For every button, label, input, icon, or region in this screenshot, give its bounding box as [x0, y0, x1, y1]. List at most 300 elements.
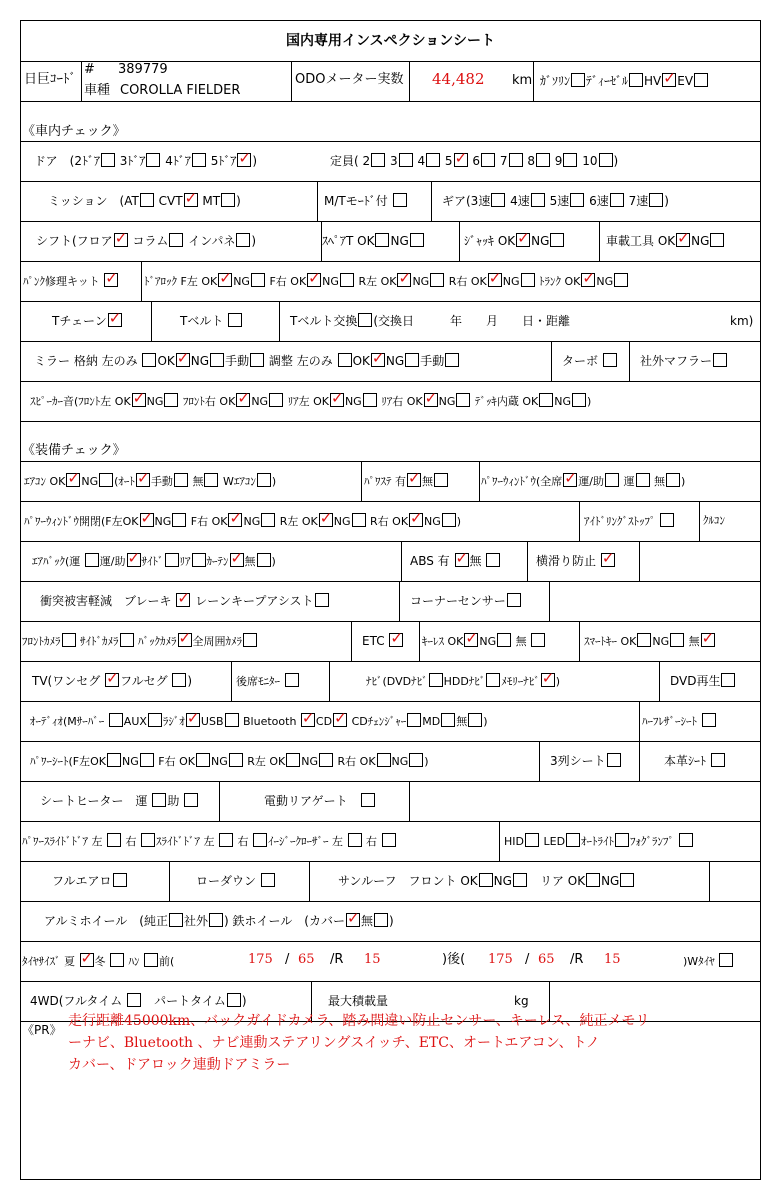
capacity-5-checkbox[interactable] — [454, 153, 468, 167]
powerseat-rl-ng[interactable] — [319, 753, 333, 767]
pw-fl-ok[interactable] — [140, 513, 154, 527]
w-tire-label: Wﾀｲﾔ — [687, 955, 715, 968]
smartkey-ng[interactable] — [670, 633, 684, 647]
powerwindow-driver-label: 運 — [623, 475, 635, 488]
third-row-label: 3列シート — [550, 754, 606, 768]
doorlock-trunk-ok[interactable] — [581, 273, 595, 287]
ng-label: NG — [391, 755, 409, 768]
abs-label: ABS 有 — [410, 554, 450, 568]
mirror-adjust-ng[interactable] — [405, 353, 419, 367]
camera-front[interactable] — [62, 633, 76, 647]
slide-left[interactable] — [219, 833, 233, 847]
idling-row — [584, 513, 675, 530]
fuel-diesel-label: ﾃﾞｨｰｾﾞﾙ — [586, 74, 629, 88]
idling-checkbox[interactable] — [660, 513, 674, 527]
rear-gate-checkbox[interactable] — [361, 793, 375, 807]
ng-label: NG — [301, 755, 319, 768]
powerseat-fr-ng[interactable] — [229, 753, 243, 767]
halfleather-row — [642, 713, 717, 730]
powerseat-fl-ng[interactable] — [140, 753, 154, 767]
rear-monitor-row — [236, 673, 300, 690]
audio-mserver-label: ｵｰﾃﾞｨｵ(Mｻｰﾊﾞｰ — [30, 715, 105, 728]
powerseat-fl-ok[interactable] — [107, 753, 121, 767]
speaker-deck-label: ﾃﾞｯｷ内蔵 OK — [474, 395, 539, 408]
aircon-manual-label: 手動 — [150, 475, 173, 488]
fullaero-row — [52, 873, 128, 889]
speaker-deck-ng[interactable] — [572, 393, 586, 407]
powerwindow-none[interactable] — [666, 473, 680, 487]
skid-checkbox[interactable] — [601, 553, 615, 567]
stock-number: 389779 — [118, 62, 168, 77]
tire-row — [22, 953, 174, 970]
audio-mserver[interactable] — [109, 713, 123, 727]
mt-mode-row — [324, 193, 408, 209]
doors-row — [34, 153, 257, 169]
ng-label: NG — [322, 275, 339, 288]
spare-ng-checkbox[interactable] — [410, 233, 424, 247]
etc-checkbox[interactable] — [389, 633, 403, 647]
audio-row — [30, 713, 488, 730]
capacity-2-checkbox[interactable] — [371, 153, 385, 167]
airbag-driver[interactable] — [85, 553, 99, 567]
mirror-adjust-manual[interactable] — [445, 353, 459, 367]
capacity-6: 6 — [472, 154, 481, 168]
audio-aux-label: AUX — [123, 715, 147, 728]
keyless-label: ｷｰﾚｽ OK — [422, 635, 464, 648]
smartkey-label: ｽﾏｰﾄｷｰ OK — [584, 635, 637, 648]
audio-bt-label: Bluetooth — [243, 715, 297, 728]
tchain-checkbox[interactable] — [108, 313, 122, 327]
speaker-fl-ng[interactable] — [164, 393, 178, 407]
speaker-rr-ng[interactable] — [456, 393, 470, 407]
mirror-fold-ng[interactable] — [210, 353, 224, 367]
pr-text — [68, 1010, 658, 1076]
wheel-none-label: 無 — [360, 914, 373, 928]
cruise-row — [703, 513, 725, 529]
speaker-fr-label: ﾌﾛﾝﾄ右 OK — [182, 395, 236, 408]
audio-close: ) — [483, 715, 488, 728]
capacity-3-checkbox[interactable] — [399, 153, 413, 167]
capacity-9-checkbox[interactable] — [563, 153, 577, 167]
navi-hdd-label: HDDﾅﾋﾞ — [443, 675, 486, 688]
capacity-6-checkbox[interactable] — [481, 153, 495, 167]
doorlock-trunk-label: ﾄﾗﾝｸ OK — [539, 275, 581, 288]
model-name: COROLLA FIELDER — [120, 83, 241, 98]
gear-5-label: 5速 — [549, 194, 570, 208]
hid-checkbox[interactable] — [525, 833, 539, 847]
airbag-close: ) — [271, 555, 276, 568]
tbelt-change-checkbox[interactable] — [358, 313, 372, 327]
smartkey-ok[interactable] — [637, 633, 651, 647]
pw-rl-ng[interactable] — [352, 513, 366, 527]
doorlock-fr-ng[interactable] — [340, 273, 354, 287]
capacity-8-checkbox[interactable] — [536, 153, 550, 167]
capacity-10-checkbox[interactable] — [599, 153, 613, 167]
audio-bt[interactable] — [301, 713, 315, 727]
doorlock-fr-ok[interactable] — [307, 273, 321, 287]
speaker-fr-ng[interactable] — [269, 393, 283, 407]
pw-rr-ng[interactable] — [442, 513, 456, 527]
skid-label: 横滑り防止 — [536, 554, 597, 568]
powerseat-rr-label: R右 OK — [337, 755, 376, 768]
powerwindow-all[interactable] — [563, 473, 577, 487]
jack-ng-checkbox[interactable] — [550, 233, 564, 247]
doorlock-rl-ng[interactable] — [430, 273, 444, 287]
powersteer-none-label: 無 — [422, 475, 433, 488]
audio-md[interactable] — [441, 713, 455, 727]
sunroof-front-ok[interactable] — [479, 873, 493, 887]
shift-close: ) — [251, 234, 257, 248]
speaker-rl-ok[interactable] — [330, 393, 344, 407]
powerseat-rl-label: R左 OK — [247, 755, 286, 768]
powerwindow-both-label: 運/助 — [578, 475, 605, 488]
ng-label: NG — [424, 515, 441, 528]
corner-checkbox[interactable] — [507, 593, 521, 607]
gear-label: ギア(3速 — [442, 194, 491, 208]
heater-driver[interactable] — [152, 793, 166, 807]
etc-row — [362, 633, 404, 649]
wheel-close: ) — [223, 914, 229, 928]
abs-row — [410, 553, 501, 569]
ng-label: NG — [251, 395, 269, 408]
lowdown-label: ローダウン — [196, 874, 257, 888]
speaker-fr-ok[interactable] — [236, 393, 250, 407]
powerseat-rr-ng[interactable] — [409, 753, 423, 767]
mirror-fold-left-checkbox[interactable] — [142, 353, 156, 367]
shift-column-checkbox[interactable] — [169, 233, 183, 247]
odo-label: ODOメーター実数 — [295, 72, 404, 87]
powersteer-none[interactable] — [434, 473, 448, 487]
gear-5-checkbox[interactable] — [570, 193, 584, 207]
tire-winter[interactable] — [110, 953, 124, 967]
wheel-after[interactable] — [209, 913, 223, 927]
gear-7-checkbox[interactable] — [649, 193, 663, 207]
aircon-ng[interactable] — [99, 473, 113, 487]
door-3-checkbox[interactable] — [146, 153, 160, 167]
speaker-deck-ok[interactable] — [539, 393, 553, 407]
powerseat-fr-ok[interactable] — [196, 753, 210, 767]
fuel-ev-checkbox[interactable] — [694, 73, 708, 87]
lowdown-checkbox[interactable] — [261, 873, 275, 887]
tire-han[interactable] — [144, 953, 158, 967]
tbelt-label: Tベルト — [180, 314, 224, 328]
muffler-row — [640, 353, 728, 369]
tbelt-km: km) — [730, 314, 754, 328]
gear-4-checkbox[interactable] — [531, 193, 545, 207]
led-checkbox[interactable] — [566, 833, 580, 847]
ng-label: NG — [210, 755, 228, 768]
airbag-both-label: 運/助 — [99, 555, 126, 568]
ng-label: NG — [412, 275, 430, 288]
shift-floor-checkbox[interactable] — [114, 233, 128, 247]
easy-closer-right[interactable] — [382, 833, 396, 847]
door-2-checkbox[interactable] — [101, 153, 115, 167]
tbelt-checkbox[interactable] — [228, 313, 242, 327]
aircon-w[interactable] — [257, 473, 271, 487]
fuel-hv-label: HV — [644, 74, 662, 88]
slide-right[interactable] — [253, 833, 267, 847]
ng-label: NG — [601, 874, 620, 888]
camera-back[interactable] — [178, 633, 192, 647]
wheel-cover[interactable] — [346, 913, 360, 927]
mirror-fold-manual-label: 手動 — [225, 354, 250, 368]
navi-hdd[interactable] — [486, 673, 500, 687]
brake-label: 衝突被害軽減 ブレーキ — [40, 594, 172, 608]
smartkey-none[interactable] — [701, 633, 715, 647]
aircon-row — [24, 473, 276, 490]
sunroof-rear-ok[interactable] — [586, 873, 600, 887]
powersteer-yes[interactable] — [407, 473, 421, 487]
navi-memory[interactable] — [541, 673, 555, 687]
lights-row — [504, 833, 694, 850]
tbelt-change-label: Tベルト交換 — [290, 314, 358, 328]
jack-ok-checkbox[interactable] — [516, 233, 530, 247]
wheel-genuine[interactable] — [169, 913, 183, 927]
aircon-ok[interactable] — [66, 473, 80, 487]
tire-slash: / — [285, 952, 290, 967]
airbag-both[interactable] — [127, 553, 141, 567]
powersteer-label: ﾊﾟﾜｽﾃ 有 — [364, 475, 406, 488]
fuel-hv-checkbox[interactable] — [662, 73, 676, 87]
foglamp-label: ﾌｫｸﾞﾗﾝﾌﾟ — [630, 835, 675, 848]
hid-label: HID — [504, 835, 524, 848]
doorlock-rr-label: R右 OK — [448, 275, 487, 288]
pw-fr-ok[interactable] — [228, 513, 242, 527]
autolight-checkbox[interactable] — [615, 833, 629, 847]
easy-closer-left[interactable] — [348, 833, 362, 847]
turbo-label: ターボ — [562, 354, 599, 368]
tchain-label: Tチェーン — [52, 314, 107, 328]
door-4-checkbox[interactable] — [192, 153, 206, 167]
dvd-label: DVD再生 — [670, 674, 721, 688]
doorlock-rr-ng[interactable] — [521, 273, 535, 287]
number-label: # — [84, 62, 95, 77]
powerseat-rl-ok[interactable] — [286, 753, 300, 767]
puncture-checkbox[interactable] — [104, 273, 118, 287]
pw-rl-ok[interactable] — [319, 513, 333, 527]
ng-label: NG — [190, 354, 210, 368]
capacity-7-checkbox[interactable] — [509, 153, 523, 167]
tools-ng-checkbox[interactable] — [710, 233, 724, 247]
dvd-checkbox[interactable] — [721, 673, 735, 687]
sunroof-rear-label: リア OK — [539, 874, 586, 888]
ng-label: NG — [146, 395, 164, 408]
capacity-3: 3 — [389, 154, 398, 168]
speaker-rr-ok[interactable] — [424, 393, 438, 407]
keyless-none[interactable] — [531, 633, 545, 647]
tire-front-ratio: 65 — [298, 952, 315, 967]
camera-side[interactable] — [120, 633, 134, 647]
maxload-label: 最大積載量 — [328, 994, 389, 1008]
mission-close: ) — [236, 194, 241, 208]
capacity-4-checkbox[interactable] — [426, 153, 440, 167]
mirror-adjust-ok[interactable] — [371, 353, 385, 367]
speaker-fl-ok[interactable] — [132, 393, 146, 407]
wheel-none[interactable] — [374, 913, 388, 927]
mirror-row — [34, 353, 460, 369]
model-label: 車種 — [84, 83, 111, 98]
slide-power-right[interactable] — [141, 833, 155, 847]
capacity-9: 9 — [554, 154, 563, 168]
ng-label: NG — [438, 395, 456, 408]
pw-rr-label: R右 OK — [370, 515, 409, 528]
powerseat-rr-ok[interactable] — [377, 753, 391, 767]
gear-row — [442, 193, 669, 209]
navi-dvd[interactable] — [429, 673, 443, 687]
ng-label: NG — [390, 234, 409, 248]
tire-rear-diameter: 15 — [604, 952, 621, 967]
audio-cdc[interactable] — [407, 713, 421, 727]
mt-mode-checkbox[interactable] — [393, 193, 407, 207]
airbag-rear-label: ﾘｱ — [179, 555, 191, 568]
airbag-side[interactable] — [165, 553, 179, 567]
navi-memory-label: ﾒﾓﾘｰﾅﾋﾞ — [501, 675, 540, 688]
aircon-close: ) — [271, 475, 277, 488]
powerwindow-both[interactable] — [605, 473, 619, 487]
airbag-rear[interactable] — [192, 553, 206, 567]
doorlock-trunk-ng[interactable] — [614, 273, 628, 287]
doorlock-rl-ok[interactable] — [397, 273, 411, 287]
tools-ok-checkbox[interactable] — [676, 233, 690, 247]
mt-mode-label: M/Tモｰﾄﾞ付 — [324, 194, 388, 208]
pw-fl-ng[interactable] — [172, 513, 186, 527]
slide-power-right-label: 右 — [125, 835, 137, 848]
fullaero-checkbox[interactable] — [113, 873, 127, 887]
leather-row — [664, 753, 726, 769]
spare-ok-checkbox[interactable] — [375, 233, 389, 247]
mission-cvt-checkbox[interactable] — [184, 193, 198, 207]
mirror-adjust-left-checkbox[interactable] — [338, 353, 352, 367]
wheel-alu-label: アルミホイール (純正 — [44, 914, 168, 928]
mirror-fold-ok-label: OK — [157, 354, 175, 368]
navi-dvd-label: ﾅﾋﾞ(DVDﾅﾋﾞ — [366, 675, 428, 688]
audio-radio[interactable] — [186, 713, 200, 727]
turbo-checkbox[interactable] — [603, 353, 617, 367]
mirror-fold-ok[interactable] — [176, 353, 190, 367]
tv-fullseg[interactable] — [172, 673, 186, 687]
aircon-auto-label: (ｵｰﾄ — [114, 475, 135, 488]
airbag-curtain[interactable] — [230, 553, 244, 567]
lane-label: レーンキープアシスト — [195, 594, 314, 608]
aircon-manual[interactable] — [174, 473, 188, 487]
capacity-10: 10 — [582, 154, 598, 168]
cruise-label: ｸﾙｺﾝ — [703, 514, 725, 527]
fuel-diesel-checkbox[interactable] — [629, 73, 643, 87]
capacity-close: ) — [613, 154, 619, 168]
speaker-close: ) — [587, 395, 592, 408]
tire-r-label: /R — [570, 952, 584, 967]
pw-close: ) — [456, 515, 462, 528]
gear-close: ) — [664, 194, 669, 208]
tire-rear-width: 175 — [488, 952, 513, 967]
leather-label: 本革ｼｰﾄ — [664, 754, 707, 768]
doorlock-fl-ok[interactable] — [218, 273, 232, 287]
slide-power-left[interactable] — [107, 833, 121, 847]
pr-label: 《PR》 — [22, 1023, 62, 1037]
sunroof-front-ng[interactable] — [513, 873, 527, 887]
gear-7-label: 7速 — [628, 194, 649, 208]
mirror-fold-manual[interactable] — [250, 353, 264, 367]
pw-rr-ok[interactable] — [409, 513, 423, 527]
doorlock-fl-ng[interactable] — [251, 273, 265, 287]
tbelt-change-row — [290, 313, 570, 329]
pw-rl-label: R左 OK — [279, 515, 318, 528]
aircon-none[interactable] — [204, 473, 218, 487]
sheet-title: 国内専用インスペクションシート — [286, 33, 495, 49]
rear-monitor-checkbox[interactable] — [285, 673, 299, 687]
corner-row — [410, 593, 522, 609]
doors-label: ドア (2ﾄﾞｱ — [34, 154, 100, 168]
audio-aux[interactable] — [148, 713, 162, 727]
odo-unit: km — [512, 73, 533, 88]
ng-label: NG — [691, 234, 710, 248]
halfleather-checkbox[interactable] — [702, 713, 716, 727]
audio-usb[interactable] — [225, 713, 239, 727]
aircon-none-label: 無 — [192, 475, 204, 488]
fuel-gasoline-checkbox[interactable] — [571, 73, 585, 87]
speaker-fl-label: ｽﾋﾟｰｶｰ音(ﾌﾛﾝﾄ左 OK — [30, 395, 131, 408]
heater-row — [40, 793, 199, 809]
abs-yes[interactable] — [455, 553, 469, 567]
abs-none[interactable] — [486, 553, 500, 567]
fourwd-full[interactable] — [127, 993, 141, 1007]
tire-han-label: ﾊﾝ — [128, 955, 140, 968]
door-5-checkbox[interactable] — [237, 153, 251, 167]
wheel-steel-label: 鉄ホイール (カバー — [232, 914, 345, 928]
pw-fr-ng[interactable] — [261, 513, 275, 527]
mission-at-checkbox[interactable] — [140, 193, 154, 207]
tire-summer[interactable] — [80, 953, 94, 967]
navi-close: ) — [555, 675, 561, 688]
section-equipment: 《装備チェック》 — [22, 443, 126, 458]
aircon-auto[interactable] — [136, 473, 150, 487]
easy-closer-right-label: 右 — [366, 835, 377, 848]
keyless-ng[interactable] — [497, 633, 511, 647]
rear-gate-row — [264, 793, 376, 809]
sunroof-rear-ng[interactable] — [620, 873, 634, 887]
leather-checkbox[interactable] — [711, 753, 725, 767]
audio-cd[interactable] — [333, 713, 347, 727]
doorlock-rr-ok[interactable] — [488, 273, 502, 287]
capacity-2: 2 — [362, 154, 371, 168]
airbag-side-label: ｻｲﾄﾞ — [141, 555, 164, 568]
heater-pass[interactable] — [184, 793, 198, 807]
foglamp-checkbox[interactable] — [679, 833, 693, 847]
lane-checkbox[interactable] — [315, 593, 329, 607]
muffler-checkbox[interactable] — [713, 353, 727, 367]
powerwindow-driver[interactable] — [636, 473, 650, 487]
camera-side-label: ｻｲﾄﾞｶﾒﾗ — [80, 635, 119, 648]
keyless-ok[interactable] — [464, 633, 478, 647]
speaker-rr-label: ﾘｱ右 OK — [381, 395, 423, 408]
mission-mt-checkbox[interactable] — [221, 193, 235, 207]
shift-panel-checkbox[interactable] — [236, 233, 250, 247]
w-tire-checkbox[interactable] — [719, 953, 733, 967]
gear-3-checkbox[interactable] — [491, 193, 505, 207]
tv-oneseg[interactable] — [105, 673, 119, 687]
airbag-none[interactable] — [257, 553, 271, 567]
gear-6-checkbox[interactable] — [610, 193, 624, 207]
third-row-checkbox[interactable] — [607, 753, 621, 767]
muffler-label: 社外マフラー — [640, 354, 713, 368]
fourwd-part[interactable] — [227, 993, 241, 1007]
audio-none[interactable] — [468, 713, 482, 727]
ng-label: NG — [333, 515, 351, 528]
brake-checkbox[interactable] — [176, 593, 190, 607]
camera-around[interactable] — [243, 633, 257, 647]
rear-monitor-label: 後席ﾓﾆﾀｰ — [236, 675, 280, 688]
speaker-rl-ng[interactable] — [363, 393, 377, 407]
